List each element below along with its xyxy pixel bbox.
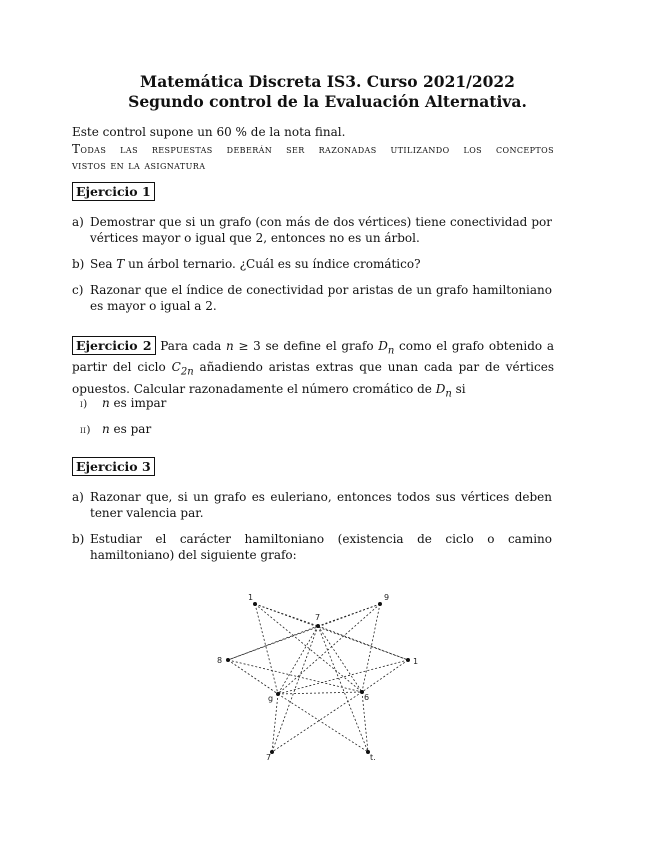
- math-var: n: [102, 422, 110, 436]
- graph-edge: [272, 692, 362, 752]
- exercise-3-title: Ejercicio 3: [72, 457, 155, 476]
- graph-vertex: [226, 658, 230, 662]
- graph-vertex-labels: [217, 593, 418, 762]
- graph-vertex: [316, 624, 320, 628]
- intro-instructions-line1: Todas las respuestas deberán ser razonadas utilizando los conceptos: [72, 142, 554, 156]
- graph-vertex: [378, 602, 382, 606]
- graph-vertex: [406, 658, 410, 662]
- vertex-label: t.: [370, 753, 376, 762]
- graph-edge: [255, 604, 362, 692]
- vertex-label: 1: [413, 657, 419, 666]
- text-fragment: ≥ 3: [233, 339, 261, 353]
- math-sub: n: [445, 388, 452, 400]
- graph-edge: [362, 660, 408, 692]
- case-text: es impar: [109, 396, 167, 410]
- math-var: D: [378, 339, 388, 353]
- part-label: a): [72, 215, 84, 229]
- part-label: a): [72, 490, 84, 504]
- exercise-2-title: Ejercicio 2: [72, 336, 156, 355]
- graph-edge: [255, 604, 321, 626]
- math-var: n: [102, 396, 110, 410]
- text-fragment: un árbol ternario. ¿Cuál es su índice cromático?: [124, 257, 421, 271]
- vertex-label: 8: [217, 656, 223, 665]
- vertex-label: 7: [315, 613, 321, 622]
- graph-vertex: [253, 602, 257, 606]
- header-title-line2: Segundo control de la Evaluación Alternativa.: [128, 92, 527, 111]
- part-label: b): [72, 257, 85, 271]
- vertex-label: 1: [248, 593, 254, 602]
- part-text: Estudiar el carácter hamiltoniano (existencia de ciclo o camino hamiltoniano) del siguiente grafo:: [90, 532, 552, 562]
- math-sub: 2n: [180, 366, 194, 378]
- math-var: D: [435, 381, 446, 396]
- math-var: C: [171, 360, 181, 375]
- text-fragment: como el grafo obtenido a partir del ciclo: [72, 339, 554, 375]
- vertex-label: 6: [364, 693, 370, 702]
- graph-edge: [255, 604, 408, 660]
- header-title-line1: Matemática Discreta IS3. Curso 2021/2022: [140, 72, 515, 91]
- text-fragment: Para cada: [155, 339, 226, 353]
- case-text: es par: [109, 422, 152, 436]
- part-label: c): [72, 283, 84, 297]
- graph-edge: [228, 660, 278, 694]
- graph-edge: [228, 604, 380, 660]
- vertex-label: 9: [384, 593, 390, 602]
- case-label: i): [80, 398, 88, 410]
- intro-line: Este control supone un 60 % de la nota final.: [72, 125, 346, 139]
- graph-edge: [278, 692, 362, 694]
- text-fragment: añadiendo aristas extras que unan cada par de vértices opuestos. Calcular razonadamente el número cromático de: [72, 360, 554, 396]
- math-var: T: [116, 257, 125, 271]
- text-fragment: si: [451, 381, 466, 396]
- exercise-1-title: Ejercicio 1: [72, 182, 155, 201]
- graph-vertex: [276, 692, 280, 696]
- graph-edge: [228, 626, 318, 660]
- graph-edge: [318, 626, 408, 660]
- graph-edge: [278, 694, 368, 752]
- graph-vertices: [226, 602, 410, 754]
- text-fragment: Sea: [90, 257, 117, 271]
- part-text: Razonar que el índice de conectividad por aristas de un grafo hamiltoniano es mayor o igual a 2.: [90, 283, 552, 313]
- math-sub: n: [387, 345, 395, 357]
- part-text: Razonar que, si un grafo es euleriano, entonces todos sus vértices deben tener valencia par.: [90, 490, 552, 520]
- math-var: n: [225, 339, 234, 353]
- graph-edge: [272, 626, 318, 752]
- graph-edge: [278, 660, 408, 694]
- case-label: ii): [80, 424, 91, 436]
- vertex-label: g: [268, 694, 274, 703]
- graph-edge: [278, 626, 318, 694]
- graph-edge: [318, 626, 368, 752]
- text-fragment: se define el grafo: [260, 339, 379, 353]
- intro-instructions-line2: vistos en la asignatura: [72, 158, 206, 172]
- part-label: b): [72, 532, 85, 546]
- vertex-label: 7: [266, 753, 272, 762]
- part-text: Demostrar que si un grafo (con más de dos vértices) tiene conectividad por vértices mayor o igual que 2, entonces no es un árbol.: [90, 215, 552, 245]
